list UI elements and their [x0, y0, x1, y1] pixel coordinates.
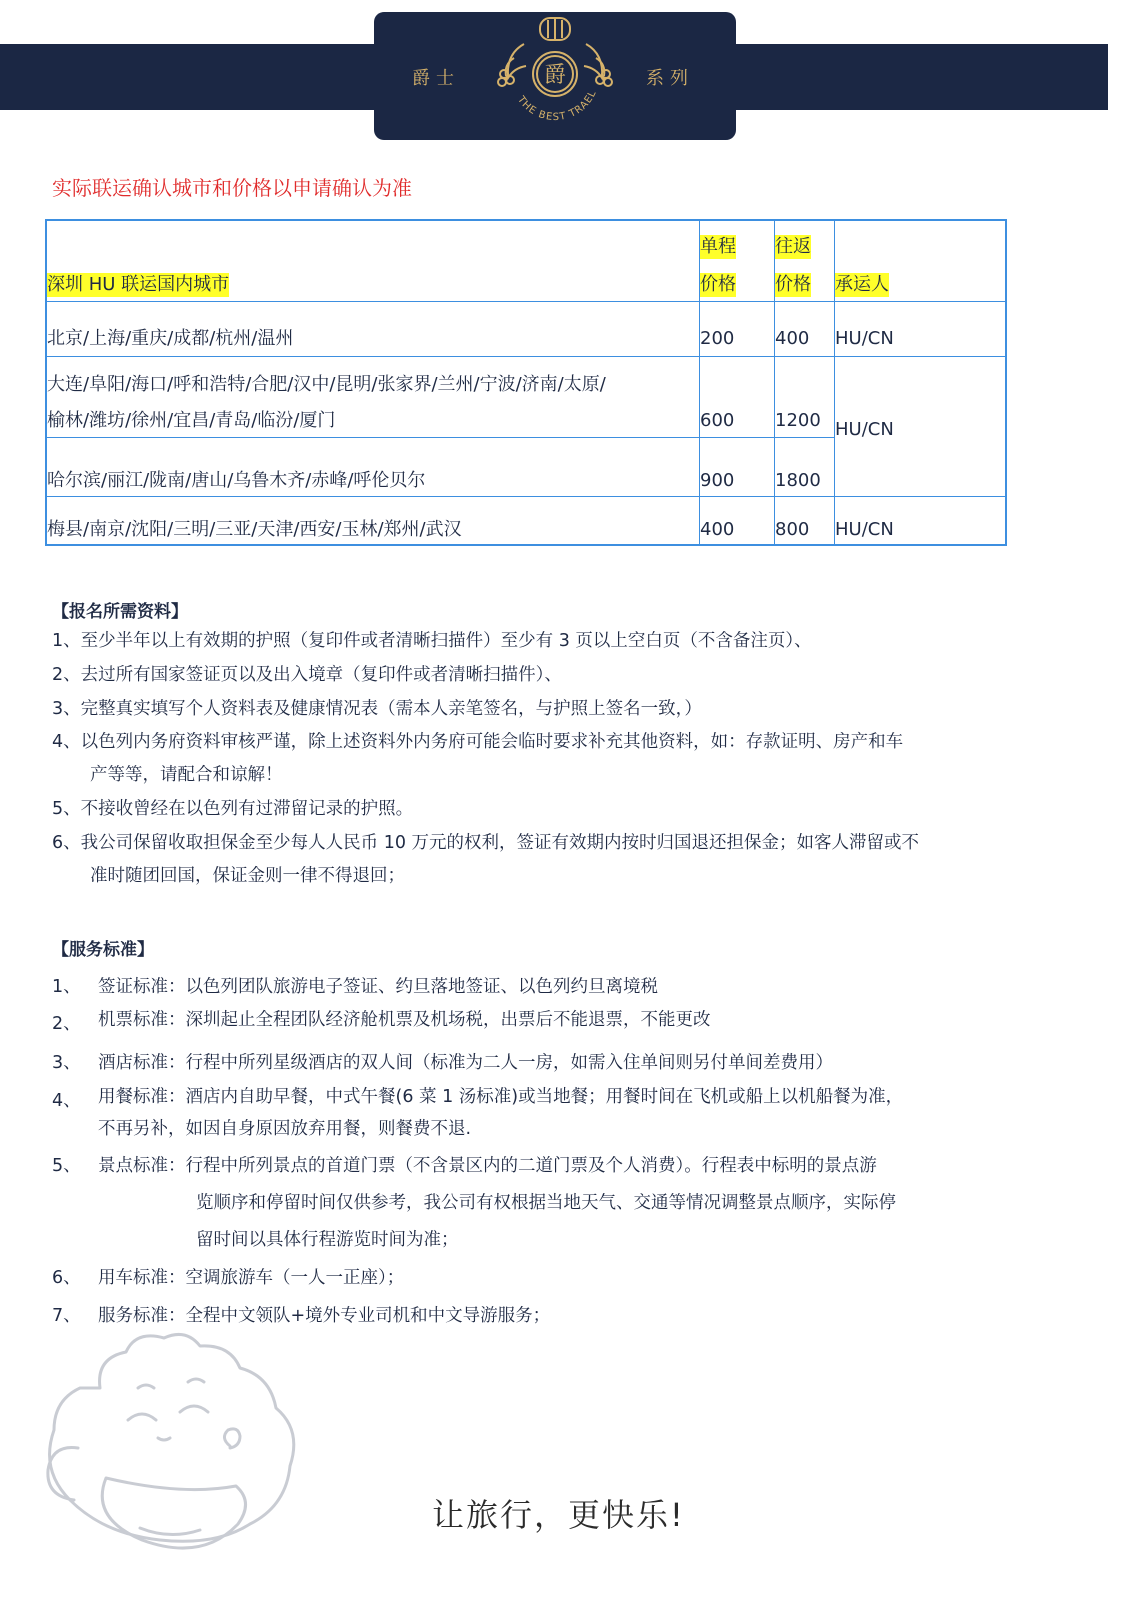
- service-item-text-cont: 留时间以具体行程游览时间为准；: [196, 1230, 459, 1250]
- docs-item: 4、以色列内务府资料审核严谨，除上述资料外内务府可能会临时要求补充其他资料，如：存款证明、房产和车: [52, 732, 904, 752]
- table-cell-carrier: HU/CN: [835, 419, 894, 440]
- fare-table: [45, 219, 1007, 546]
- table-cell-return: 1800: [775, 470, 821, 491]
- table-cell-cities: 榆林/潍坊/徐州/宜昌/青岛/临汾/厦门: [47, 410, 336, 431]
- brand-emblem-icon: [484, 14, 626, 138]
- table-divider: [47, 496, 1005, 497]
- table-cell-return: 400: [775, 328, 810, 349]
- notice-text: 实际联运确认城市和价格以申请确认为准: [52, 176, 412, 200]
- docs-item-cont: 准时随团回国，保证金则一律不得退回；: [90, 866, 405, 886]
- monkey-mascot-icon: [30, 1328, 330, 1593]
- table-header-city: 深圳 HU 联运国内城市: [47, 274, 230, 295]
- docs-item: 3、完整真实填写个人资料表及健康情况表（需本人亲笔签名，与护照上签名一致，）: [52, 699, 702, 719]
- table-header-single-1: 单程: [700, 236, 736, 257]
- service-item-number: 6、: [52, 1268, 81, 1288]
- table-header-single-2: 价格: [700, 274, 736, 295]
- service-item-text: 服务标准：全程中文领队+境外专业司机和中文导游服务；: [98, 1306, 551, 1326]
- docs-item: 5、不接收曾经在以色列有过滞留记录的护照。: [52, 799, 414, 819]
- service-item-number: 1、: [52, 977, 81, 997]
- table-cell-carrier: HU/CN: [835, 519, 894, 540]
- service-section-title: 【服务标准】: [52, 940, 154, 960]
- footer-slogan: 让旅行，更快乐!: [432, 1496, 685, 1534]
- table-header-return-2: 价格: [775, 274, 811, 295]
- table-divider: [47, 301, 1005, 302]
- docs-section-title: 【报名所需资料】: [52, 602, 188, 622]
- service-item-text: 签证标准：以色列团队旅游电子签证、约旦落地签证、以色列约旦离境税: [98, 977, 658, 997]
- service-item-number: 3、: [52, 1053, 81, 1073]
- docs-item-cont: 产等等，请配合和谅解！: [90, 765, 283, 785]
- table-header-carrier: 承运人: [835, 274, 889, 295]
- service-item-text: 景点标准：行程中所列景点的首道门票（不含景区内的二道门票及个人消费）。行程表中标明的景点游: [98, 1156, 877, 1176]
- service-item-number: 4、: [52, 1091, 81, 1111]
- service-item-text-cont: 不再另补，如因自身原因放弃用餐，则餐费不退.: [98, 1119, 472, 1139]
- service-item-number: 5、: [52, 1156, 81, 1176]
- table-cell-cities: 梅县/南京/沈阳/三明/三亚/天津/西安/玉林/郑州/武汉: [47, 519, 462, 540]
- header-left-label: 爵士: [412, 68, 460, 89]
- table-cell-single: 900: [700, 470, 735, 491]
- table-cell-cities: 大连/阜阳/海口/呼和浩特/合肥/汉中/昆明/张家界/兰州/宁波/济南/太原/: [47, 374, 606, 395]
- table-cell-carrier: HU/CN: [835, 328, 894, 349]
- table-cell-return: 1200: [775, 410, 821, 431]
- service-item-number: 2、: [52, 1014, 81, 1034]
- table-cell-single: 400: [700, 519, 735, 540]
- table-cell-cities: 北京/上海/重庆/成都/杭州/温州: [47, 328, 294, 349]
- table-cell-single: 600: [700, 410, 735, 431]
- table-cell-single: 200: [700, 328, 735, 349]
- emblem-arc-text: THE BEST TRAEL: [515, 88, 599, 124]
- service-item-text: 酒店标准：行程中所列星级酒店的双人间（标准为二人一房，如需入住单间则另付单间差费用）: [98, 1053, 833, 1073]
- docs-item: 6、我公司保留收取担保金至少每人人民币 10 万元的权利，签证有效期内按时归国退还担保金；如客人滞留或不: [52, 833, 920, 853]
- header-right-label: 系列: [646, 68, 694, 89]
- table-cell-return: 800: [775, 519, 810, 540]
- emblem-center-glyph: 爵: [543, 63, 567, 88]
- service-item-number: 7、: [52, 1306, 81, 1326]
- docs-item: 1、至少半年以上有效期的护照（复印件或者清晰扫描件）至少有 3 页以上空白页（不含备注页）、: [52, 631, 812, 651]
- table-cell-cities: 哈尔滨/丽江/陇南/唐山/乌鲁木齐/赤峰/呼伦贝尔: [47, 470, 426, 491]
- table-divider: [47, 356, 1005, 357]
- service-item-text-cont: 览顺序和停留时间仅供参考，我公司有权根据当地天气、交通等情况调整景点顺序，实际停: [196, 1193, 896, 1213]
- service-item-text: 用餐标准：酒店内自助早餐，中式午餐(6 菜 1 汤标准)或当地餐；用餐时间在飞机或船上以机船餐为准，: [98, 1087, 904, 1107]
- docs-item: 2、去过所有国家签证页以及出入境章（复印件或者清晰扫描件）、: [52, 665, 562, 685]
- table-divider: [47, 437, 834, 438]
- table-header-return-1: 往返: [775, 236, 811, 257]
- service-item-text: 机票标准：深圳起止全程团队经济舱机票及机场税，出票后不能退票，不能更改: [98, 1010, 711, 1030]
- service-item-text: 用车标准：空调旅游车（一人一正座）；: [98, 1268, 405, 1288]
